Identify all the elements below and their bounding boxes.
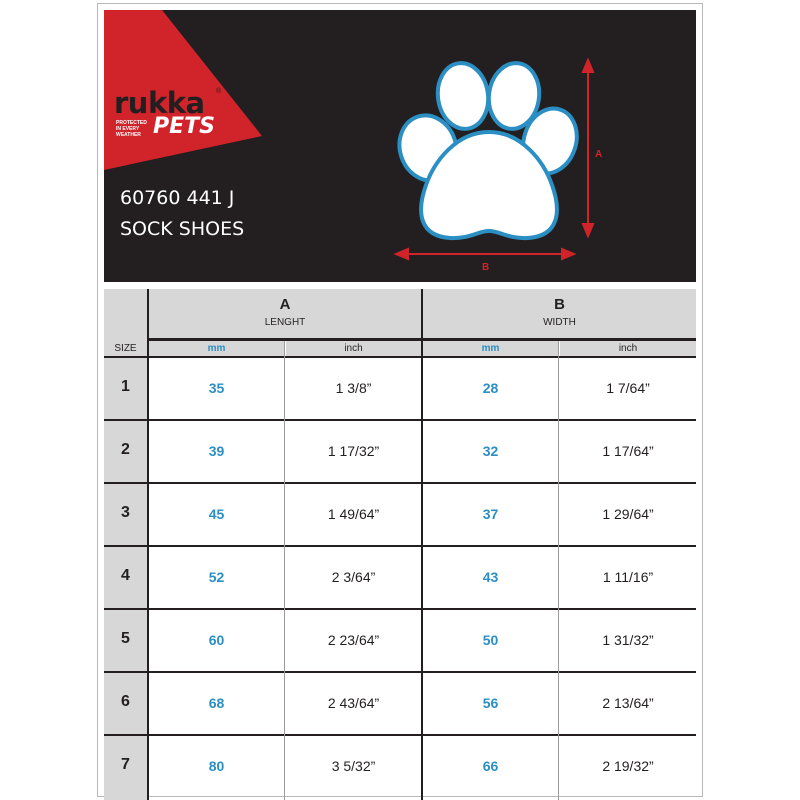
b-inch-value: 1 11/16” bbox=[602, 569, 654, 585]
b-mm-value: 37 bbox=[482, 506, 499, 522]
table-row bbox=[104, 358, 696, 421]
size-chart-table bbox=[104, 289, 696, 800]
product-banner bbox=[104, 10, 696, 282]
divider-b bbox=[558, 341, 559, 800]
b-inch-value: 1 7/64” bbox=[606, 380, 650, 396]
size-value: 6 bbox=[121, 693, 130, 710]
b-inch-value: 2 13/64” bbox=[602, 695, 654, 711]
b-mm-value: 28 bbox=[482, 380, 499, 396]
a-inch-value: 1 17/32” bbox=[327, 443, 380, 459]
a-inch-value: 2 3/64” bbox=[331, 569, 376, 585]
table-row bbox=[104, 610, 696, 673]
b-inch-value: 1 31/32” bbox=[602, 632, 654, 648]
header-width-letter: B bbox=[554, 296, 565, 313]
a-mm-value: 39 bbox=[208, 443, 225, 459]
sub-brand-logo-text: PETS bbox=[153, 114, 216, 139]
b-inch-value: 2 19/32” bbox=[602, 758, 654, 774]
a-inch-value: 3 5/32” bbox=[331, 758, 376, 774]
size-value: 2 bbox=[121, 441, 130, 458]
a-mm-value: 45 bbox=[208, 506, 225, 522]
a-inch-value: 1 3/8” bbox=[335, 380, 372, 396]
product-code: 60760 441 J bbox=[120, 187, 235, 209]
b-inch-value: 1 29/64” bbox=[602, 506, 654, 522]
a-inch-value: 1 49/64” bbox=[327, 506, 380, 522]
size-value: 5 bbox=[121, 630, 130, 647]
size-value: 1 bbox=[121, 378, 130, 395]
arrow-a-top bbox=[583, 60, 593, 72]
a-mm-value: 68 bbox=[208, 695, 225, 711]
b-mm-value: 66 bbox=[482, 758, 499, 774]
unit-width-mm: mm bbox=[423, 341, 558, 356]
size-value: 4 bbox=[121, 567, 130, 584]
arrow-b-right bbox=[562, 249, 574, 259]
brand-tagline: PROTECTED IN EVERY WEATHER bbox=[116, 120, 147, 138]
b-mm-value: 56 bbox=[482, 695, 499, 711]
divider-a bbox=[284, 341, 285, 800]
brand-logo-text: rukka bbox=[114, 86, 205, 120]
table-row bbox=[104, 673, 696, 736]
b-inch-value: 1 17/64” bbox=[602, 443, 654, 459]
table-row bbox=[104, 547, 696, 610]
dimension-label-b: B bbox=[482, 262, 490, 273]
unit-length-inch: inch bbox=[286, 341, 421, 356]
a-mm-value: 80 bbox=[208, 758, 225, 774]
header-width bbox=[423, 289, 696, 338]
table-row bbox=[104, 484, 696, 547]
registered-mark: ® bbox=[216, 88, 222, 95]
b-mm-value: 50 bbox=[482, 632, 499, 648]
size-value: 3 bbox=[121, 504, 130, 521]
b-mm-value: 43 bbox=[482, 569, 499, 585]
header-length-label: LENGHT bbox=[264, 317, 306, 328]
divider-size bbox=[147, 289, 149, 800]
product-name: SOCK SHOES bbox=[120, 218, 245, 240]
paw-print-icon bbox=[391, 60, 585, 238]
unit-length-mm: mm bbox=[149, 341, 284, 356]
arrow-a-bottom bbox=[583, 224, 593, 236]
header-length bbox=[149, 289, 421, 338]
paw-diagram bbox=[104, 10, 696, 282]
size-value: 7 bbox=[121, 756, 130, 773]
table-row bbox=[104, 421, 696, 484]
arrow-b-left bbox=[396, 249, 408, 259]
dimension-label-a: A bbox=[595, 149, 603, 160]
table-row bbox=[104, 736, 696, 799]
a-mm-value: 35 bbox=[208, 380, 225, 396]
size-header: SIZE bbox=[114, 343, 137, 354]
a-inch-value: 2 23/64” bbox=[327, 632, 380, 648]
unit-width-inch: inch bbox=[560, 341, 696, 356]
header-length-letter: A bbox=[279, 296, 291, 313]
divider-middle bbox=[421, 289, 423, 800]
b-mm-value: 32 bbox=[482, 443, 499, 459]
a-inch-value: 2 43/64” bbox=[327, 695, 380, 711]
header-width-label: WIDTH bbox=[543, 317, 576, 328]
a-mm-value: 60 bbox=[208, 632, 225, 648]
a-mm-value: 52 bbox=[208, 569, 225, 585]
